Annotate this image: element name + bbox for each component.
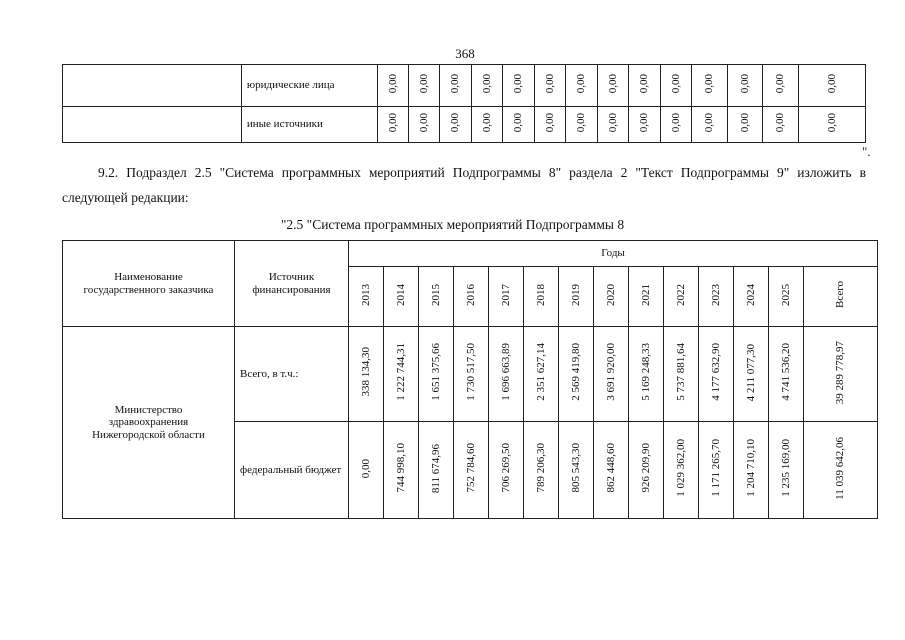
- amendment-paragraph: 9.2. Подраздел 2.5 "Система программных мероприятий Подпрограммы 8" раздела 2 "Текст Подпрограммы 9" изложить в следующей редакции:: [62, 165, 866, 205]
- year-value-cell: [769, 422, 804, 519]
- value-cell: [692, 107, 728, 143]
- year-value-cell: [489, 327, 524, 422]
- amount-text: 2 569 419,80: [569, 343, 582, 402]
- amount-text: 1 730 517,50: [464, 343, 477, 402]
- amount-text: 5 737 881,64: [674, 343, 687, 402]
- value-cell: [566, 65, 598, 107]
- value-cell: [597, 65, 629, 107]
- value-cell: [471, 65, 503, 107]
- value-text: 0,00: [669, 74, 682, 94]
- total-label: Всего: [834, 281, 847, 309]
- amount-text: 1 696 663,89: [499, 343, 512, 402]
- value-text: 0,00: [638, 113, 650, 133]
- amount-text: 5 169 248,33: [639, 343, 652, 402]
- value-text: 0,00: [543, 74, 556, 94]
- year-label: 2014: [394, 283, 407, 306]
- value-text: 0,00: [774, 74, 787, 94]
- value-text: 0,00: [606, 113, 619, 133]
- year-value-cell: [769, 327, 804, 422]
- value-text: 0,00: [480, 74, 493, 94]
- amount-text: 3 691 920,00: [604, 343, 617, 402]
- value-text: 0,00: [512, 113, 524, 133]
- value-text: 0,00: [386, 74, 399, 94]
- value-cell: [503, 65, 535, 107]
- year-header-cell: [769, 267, 804, 327]
- header-customer: [63, 241, 235, 327]
- year-label: 2025: [779, 283, 792, 306]
- value-cell: [408, 65, 440, 107]
- header-years-group: Годы: [349, 241, 878, 267]
- year-value-cell: [559, 327, 594, 422]
- amount-text: 744 998,10: [394, 443, 407, 493]
- year-value-cell: [734, 327, 769, 422]
- year-header-cell: [594, 267, 629, 327]
- year-value-cell: [629, 327, 664, 422]
- value-text: 0,00: [606, 74, 619, 94]
- source-label: юридические лица: [241, 65, 377, 107]
- value-text: 0,00: [449, 74, 461, 94]
- closing-quote: ".: [862, 144, 871, 159]
- year-value-cell: [419, 422, 454, 519]
- year-value-cell: [349, 422, 384, 519]
- year-header-cell: [524, 267, 559, 327]
- year-label: 2023: [709, 283, 722, 306]
- amount-text: 789 206,30: [534, 443, 547, 493]
- year-header-cell: [489, 267, 524, 327]
- year-header-cell: [419, 267, 454, 327]
- value-cell: [440, 107, 472, 143]
- value-cell: [503, 107, 535, 143]
- value-text: 0,00: [703, 113, 716, 133]
- value-cell: [660, 65, 692, 107]
- empty-customer-cell: [63, 65, 242, 107]
- value-text: 0,00: [638, 74, 650, 94]
- value-cell: [763, 65, 799, 107]
- value-text: 0,00: [669, 113, 682, 133]
- value-cell: [692, 65, 728, 107]
- value-text: 0,00: [480, 113, 493, 133]
- year-label: 2024: [744, 283, 757, 306]
- header-customer-label: Наименование государственного заказчика: [83, 270, 214, 296]
- value-cell: [727, 107, 763, 143]
- year-header-cell: [734, 267, 769, 327]
- value-cell: [798, 107, 865, 143]
- year-value-cell: [524, 422, 559, 519]
- section-subtitle: "2.5 "Система программных мероприятий Подпрограммы 8: [280, 217, 625, 232]
- value-cell: [378, 65, 408, 107]
- customer-name: Министерство здравоохранения Нижегородской области: [92, 403, 205, 441]
- year-header-cell: [454, 267, 489, 327]
- value-text: 0,00: [449, 113, 461, 133]
- year-header-cell: [349, 267, 384, 327]
- year-value-cell: [384, 327, 419, 422]
- value-text: 0,00: [386, 113, 399, 133]
- top-table-row: [63, 65, 866, 107]
- year-value-cell: [664, 422, 699, 519]
- year-header-cell: [664, 267, 699, 327]
- amount-text: 1 204 710,10: [744, 439, 757, 498]
- amount-text: 4 177 632,90: [709, 343, 722, 402]
- year-header-cell: [629, 267, 664, 327]
- year-value-cell: [454, 327, 489, 422]
- value-text: 0,00: [774, 113, 787, 133]
- amount-text: 706 269,50: [499, 443, 512, 493]
- year-label: 2021: [639, 283, 652, 306]
- year-value-cell: [489, 422, 524, 519]
- empty-customer-cell: [63, 107, 242, 143]
- year-label: 2022: [674, 283, 687, 306]
- value-cell: [798, 65, 865, 107]
- top-table-row: [63, 107, 866, 143]
- value-text: 0,00: [512, 74, 524, 94]
- total-value-cell: [804, 422, 878, 519]
- value-cell: [629, 107, 661, 143]
- amount-text: 4 741 536,20: [779, 343, 792, 402]
- year-value-cell: [524, 327, 559, 422]
- value-cell: [763, 107, 799, 143]
- amount-text: 805 543,30: [569, 443, 582, 493]
- year-label: 2016: [464, 283, 477, 306]
- value-text: 0,00: [417, 74, 430, 94]
- year-value-cell: [419, 327, 454, 422]
- year-value-cell: [629, 422, 664, 519]
- value-text: 0,00: [825, 113, 838, 133]
- amount-text: 926 209,90: [639, 443, 652, 493]
- funding-row: [63, 327, 878, 422]
- year-value-cell: [699, 422, 734, 519]
- total-value-cell: [804, 327, 878, 422]
- value-cell: [440, 65, 472, 107]
- year-value-cell: [384, 422, 419, 519]
- value-text: 0,00: [825, 74, 838, 94]
- amount-text: 1 171 265,70: [709, 439, 722, 498]
- value-text: 0,00: [703, 74, 716, 94]
- year-label: 2017: [499, 283, 512, 306]
- year-label: 2018: [534, 283, 547, 306]
- amount-text: 811 674,96: [429, 443, 442, 493]
- amount-text: 862 448,60: [604, 443, 617, 493]
- value-text: 0,00: [738, 113, 751, 133]
- amount-text: 2 351 627,14: [534, 343, 547, 402]
- year-value-cell: [734, 422, 769, 519]
- value-cell: [534, 107, 566, 143]
- year-value-cell: [699, 327, 734, 422]
- year-value-cell: [664, 327, 699, 422]
- value-cell: [597, 107, 629, 143]
- value-text: 0,00: [417, 113, 430, 133]
- amount-text: 1 222 744,31: [394, 343, 407, 402]
- funding-source: Всего, в т.ч.:: [235, 327, 349, 422]
- amount-text: 1 651 375,66: [429, 343, 442, 402]
- value-text: 0,00: [543, 113, 556, 133]
- year-value-cell: [594, 327, 629, 422]
- header-source-label: Источник финансирования: [252, 270, 331, 296]
- year-header-cell: [699, 267, 734, 327]
- amount-text: 1 235 169,00: [779, 439, 792, 498]
- value-cell: [566, 107, 598, 143]
- total-header-cell: [804, 267, 878, 327]
- value-cell: [660, 107, 692, 143]
- year-label: 2020: [604, 283, 617, 306]
- source-label: иные источники: [241, 107, 377, 143]
- amount-text: 1 029 362,00: [674, 439, 687, 498]
- year-header-cell: [559, 267, 594, 327]
- amount-text: 338 134,30: [359, 347, 372, 397]
- header-source: [235, 241, 349, 327]
- value-cell: [629, 65, 661, 107]
- top-table: [62, 64, 866, 143]
- amount-text: 0,00: [359, 458, 372, 478]
- year-value-cell: [559, 422, 594, 519]
- year-value-cell: [454, 422, 489, 519]
- year-label: 2013: [359, 283, 372, 306]
- amount-text: 752 784,60: [464, 443, 477, 493]
- year-value-cell: [349, 327, 384, 422]
- value-cell: [378, 107, 408, 143]
- amount-text: 4 211 077,30: [744, 343, 757, 401]
- amount-text: 11 039 642,06: [834, 436, 847, 500]
- page-number: 368: [455, 46, 475, 61]
- amount-text: 39 289 778,97: [834, 340, 847, 404]
- value-text: 0,00: [738, 74, 751, 94]
- value-cell: [408, 107, 440, 143]
- value-cell: [534, 65, 566, 107]
- value-text: 0,00: [575, 113, 587, 133]
- value-cell: [471, 107, 503, 143]
- program-activities-table: [62, 240, 878, 519]
- value-cell: [727, 65, 763, 107]
- value-text: 0,00: [575, 74, 587, 94]
- year-header-cell: [384, 267, 419, 327]
- customer-cell: [63, 327, 235, 519]
- year-label: 2019: [569, 283, 582, 306]
- year-label: 2015: [429, 283, 442, 306]
- year-value-cell: [594, 422, 629, 519]
- funding-source: федеральный бюджет: [235, 422, 349, 519]
